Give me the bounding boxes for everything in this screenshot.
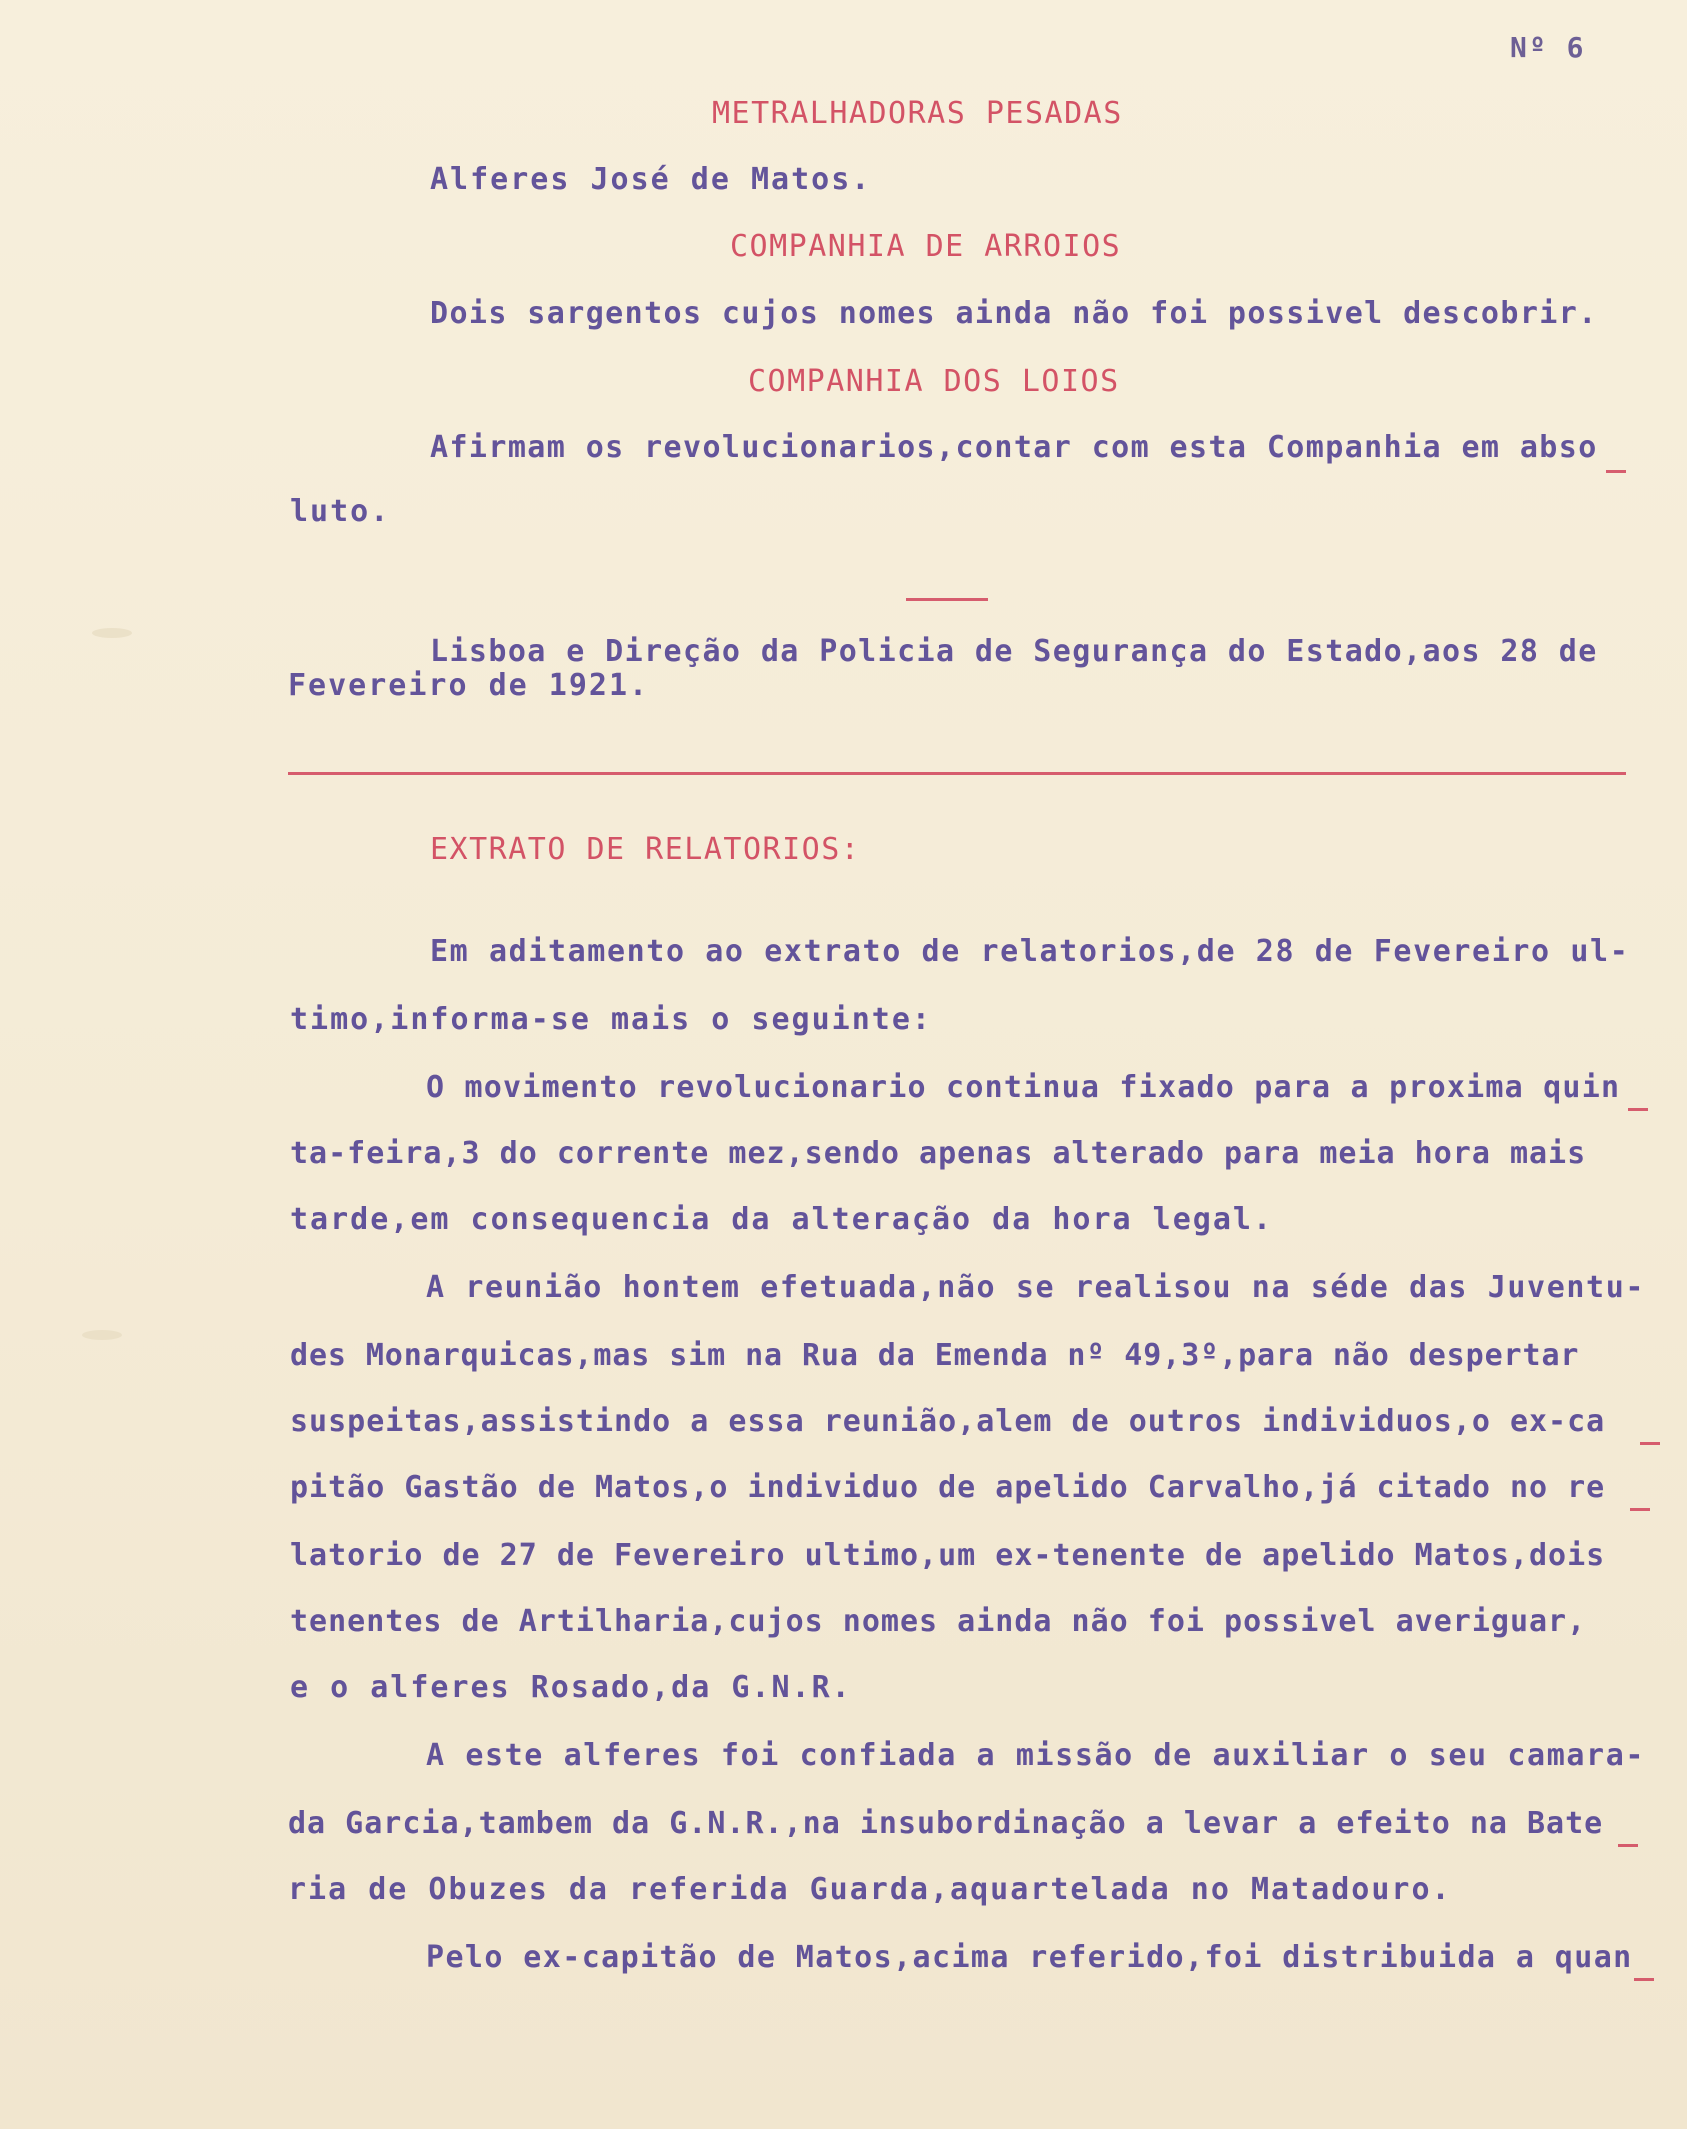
- body-line-2: timo,informa-se mais o seguinte:: [290, 1002, 932, 1037]
- typed-underline: [1606, 470, 1626, 473]
- body-line-15: ria de Obuzes da referida Guarda,aquartelada no Matadouro.: [288, 1872, 1452, 1907]
- text-sargentos: Dois sargentos cujos nomes ainda não foi possivel descobrir.: [430, 296, 1598, 331]
- typed-underline: [1630, 1508, 1650, 1511]
- body-line-14: da Garcia,tambem da G.N.R.,na insubordinação a levar a efeito na Bate: [288, 1806, 1604, 1841]
- text-alferes: Alferes José de Matos.: [430, 162, 872, 197]
- punch-mark: [82, 1330, 122, 1340]
- text-afirmam-2: luto.: [290, 494, 391, 529]
- typed-underline: [1618, 1844, 1638, 1847]
- section-divider: [288, 772, 1626, 775]
- punch-mark: [92, 628, 132, 638]
- short-divider: [906, 598, 988, 601]
- body-line-4: ta-feira,3 do corrente mez,sendo apenas alterado para meia hora mais: [290, 1136, 1587, 1171]
- heading-companhia-loios: COMPANHIA DOS LOIOS: [748, 364, 1120, 399]
- typed-underline: [1640, 1442, 1660, 1445]
- body-line-9: pitão Gastão de Matos,o individuo de apelido Carvalho,já citado no re: [290, 1470, 1606, 1505]
- heading-companhia-arroios: COMPANHIA DE ARROIOS: [730, 229, 1122, 264]
- heading-metralhadoras: METRALHADORAS PESADAS: [712, 96, 1123, 131]
- body-line-6: A reunião hontem efetuada,não se realisou na séde das Juventu-: [426, 1270, 1646, 1305]
- typed-underline: [1634, 1978, 1654, 1981]
- body-line-5: tarde,em consequencia da alteração da hora legal.: [290, 1202, 1274, 1237]
- body-line-3: O movimento revolucionario continua fixado para a proxima quin: [426, 1070, 1621, 1105]
- body-line-7: des Monarquicas,mas sim na Rua da Emenda nº 49,3º,para não despertar: [290, 1338, 1580, 1373]
- body-line-12: e o alferes Rosado,da G.N.R.: [290, 1670, 852, 1705]
- body-line-8: suspeitas,assistindo a essa reunião,alem de outros individuos,o ex-ca: [290, 1404, 1606, 1439]
- body-line-10: latorio de 27 de Fevereiro ultimo,um ex-tenente de apelido Matos,dois: [290, 1538, 1606, 1573]
- text-signoff-2: Fevereiro de 1921.: [288, 668, 650, 703]
- text-signoff-1: Lisboa e Direção da Policia de Segurança do Estado,aos 28 de: [430, 634, 1598, 669]
- body-line-13: A este alferes foi confiada a missão de auxiliar o seu camara-: [426, 1738, 1646, 1773]
- text-afirmam-1: Afirmam os revolucionarios,contar com esta Companhia em abso: [430, 430, 1598, 465]
- typed-underline: [1628, 1108, 1648, 1111]
- body-line-16: Pelo ex-capitão de Matos,acima referido,foi distribuida a quan: [426, 1940, 1633, 1975]
- page-number: Nº 6: [1510, 31, 1586, 64]
- body-line-11: tenentes de Artilharia,cujos nomes ainda não foi possivel averiguar,: [290, 1604, 1587, 1639]
- heading-extrato: EXTRATO DE RELATORIOS:: [430, 832, 861, 867]
- body-line-1: Em aditamento ao extrato de relatorios,de 28 de Fevereiro ul-: [430, 934, 1630, 969]
